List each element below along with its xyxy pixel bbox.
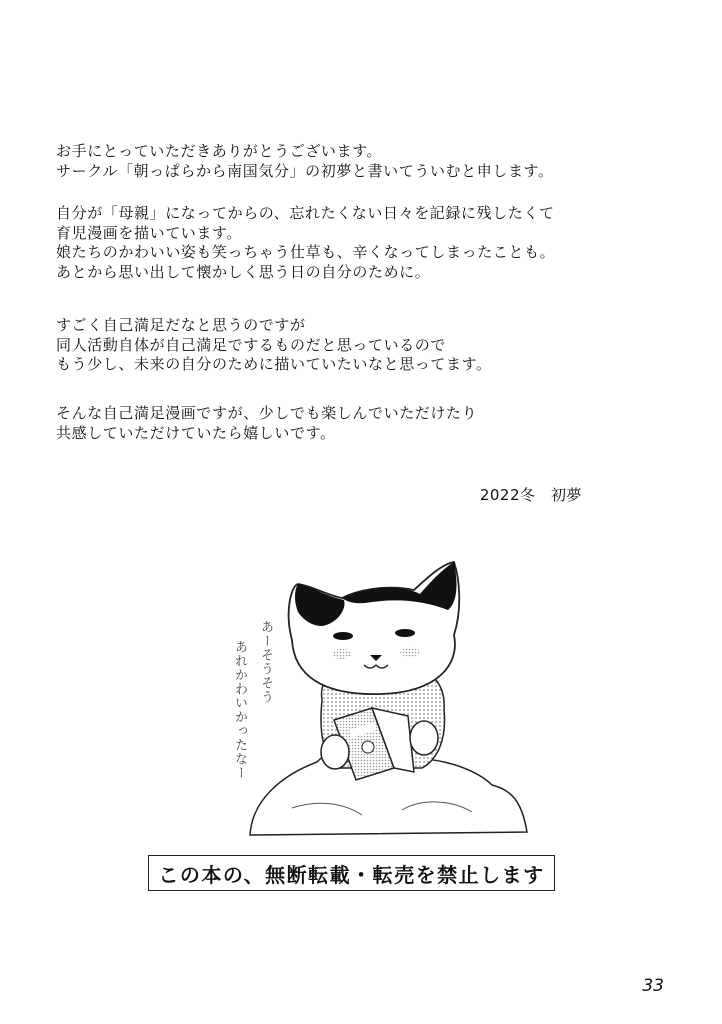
cat-head [289, 562, 460, 694]
signature: 2022冬 初夢 [479, 486, 582, 504]
cat-reading-illustration [222, 540, 552, 845]
feeling-paragraph [56, 316, 492, 375]
text-line: あとから思い出して懐かしく思う日の自分のために。 [56, 262, 431, 281]
right-paw [410, 721, 438, 755]
text-line: 共感していただけていたら嬉しいです。 [56, 423, 336, 442]
speech-text-2: あれかわいかったなー [232, 640, 247, 780]
text-line: 同人活動自体が自己満足でするものだと思っているので [56, 335, 447, 354]
speech-text-1: あーそうそう [258, 620, 273, 704]
purpose-paragraph [56, 204, 555, 282]
greeting-paragraph [56, 142, 554, 181]
text-line: サークル「朝っぱらから南国気分」の初夢と書いてういむと申します。 [56, 161, 554, 180]
text-line: そんな自己満足漫画ですが、少しでも楽しんでいただけたり [56, 404, 478, 422]
copyright-notice: この本の、無断転載・転売を禁止します [148, 855, 555, 891]
text-line: 娘たちのかわいい姿も笑っちゃう仕草も、辛くなってしまったことも。 [56, 243, 556, 261]
closing-paragraph [56, 404, 477, 443]
right-eye [395, 629, 415, 637]
page-number: 33 [642, 976, 664, 996]
text-line: すごく自己満足だなと思うのですが [56, 316, 306, 334]
left-eye [333, 632, 353, 640]
text-line: 育児漫画を描いています。 [56, 223, 243, 242]
text-line: もう少し、未来の自分のために描いていたいなと思ってます。 [56, 355, 492, 373]
left-paw [321, 735, 349, 769]
text-line: お手にとっていただきありがとうございます。 [56, 142, 383, 160]
text-line: 自分が「母親」になってからの、忘れたくない日々を記録に残したくて [56, 204, 555, 222]
